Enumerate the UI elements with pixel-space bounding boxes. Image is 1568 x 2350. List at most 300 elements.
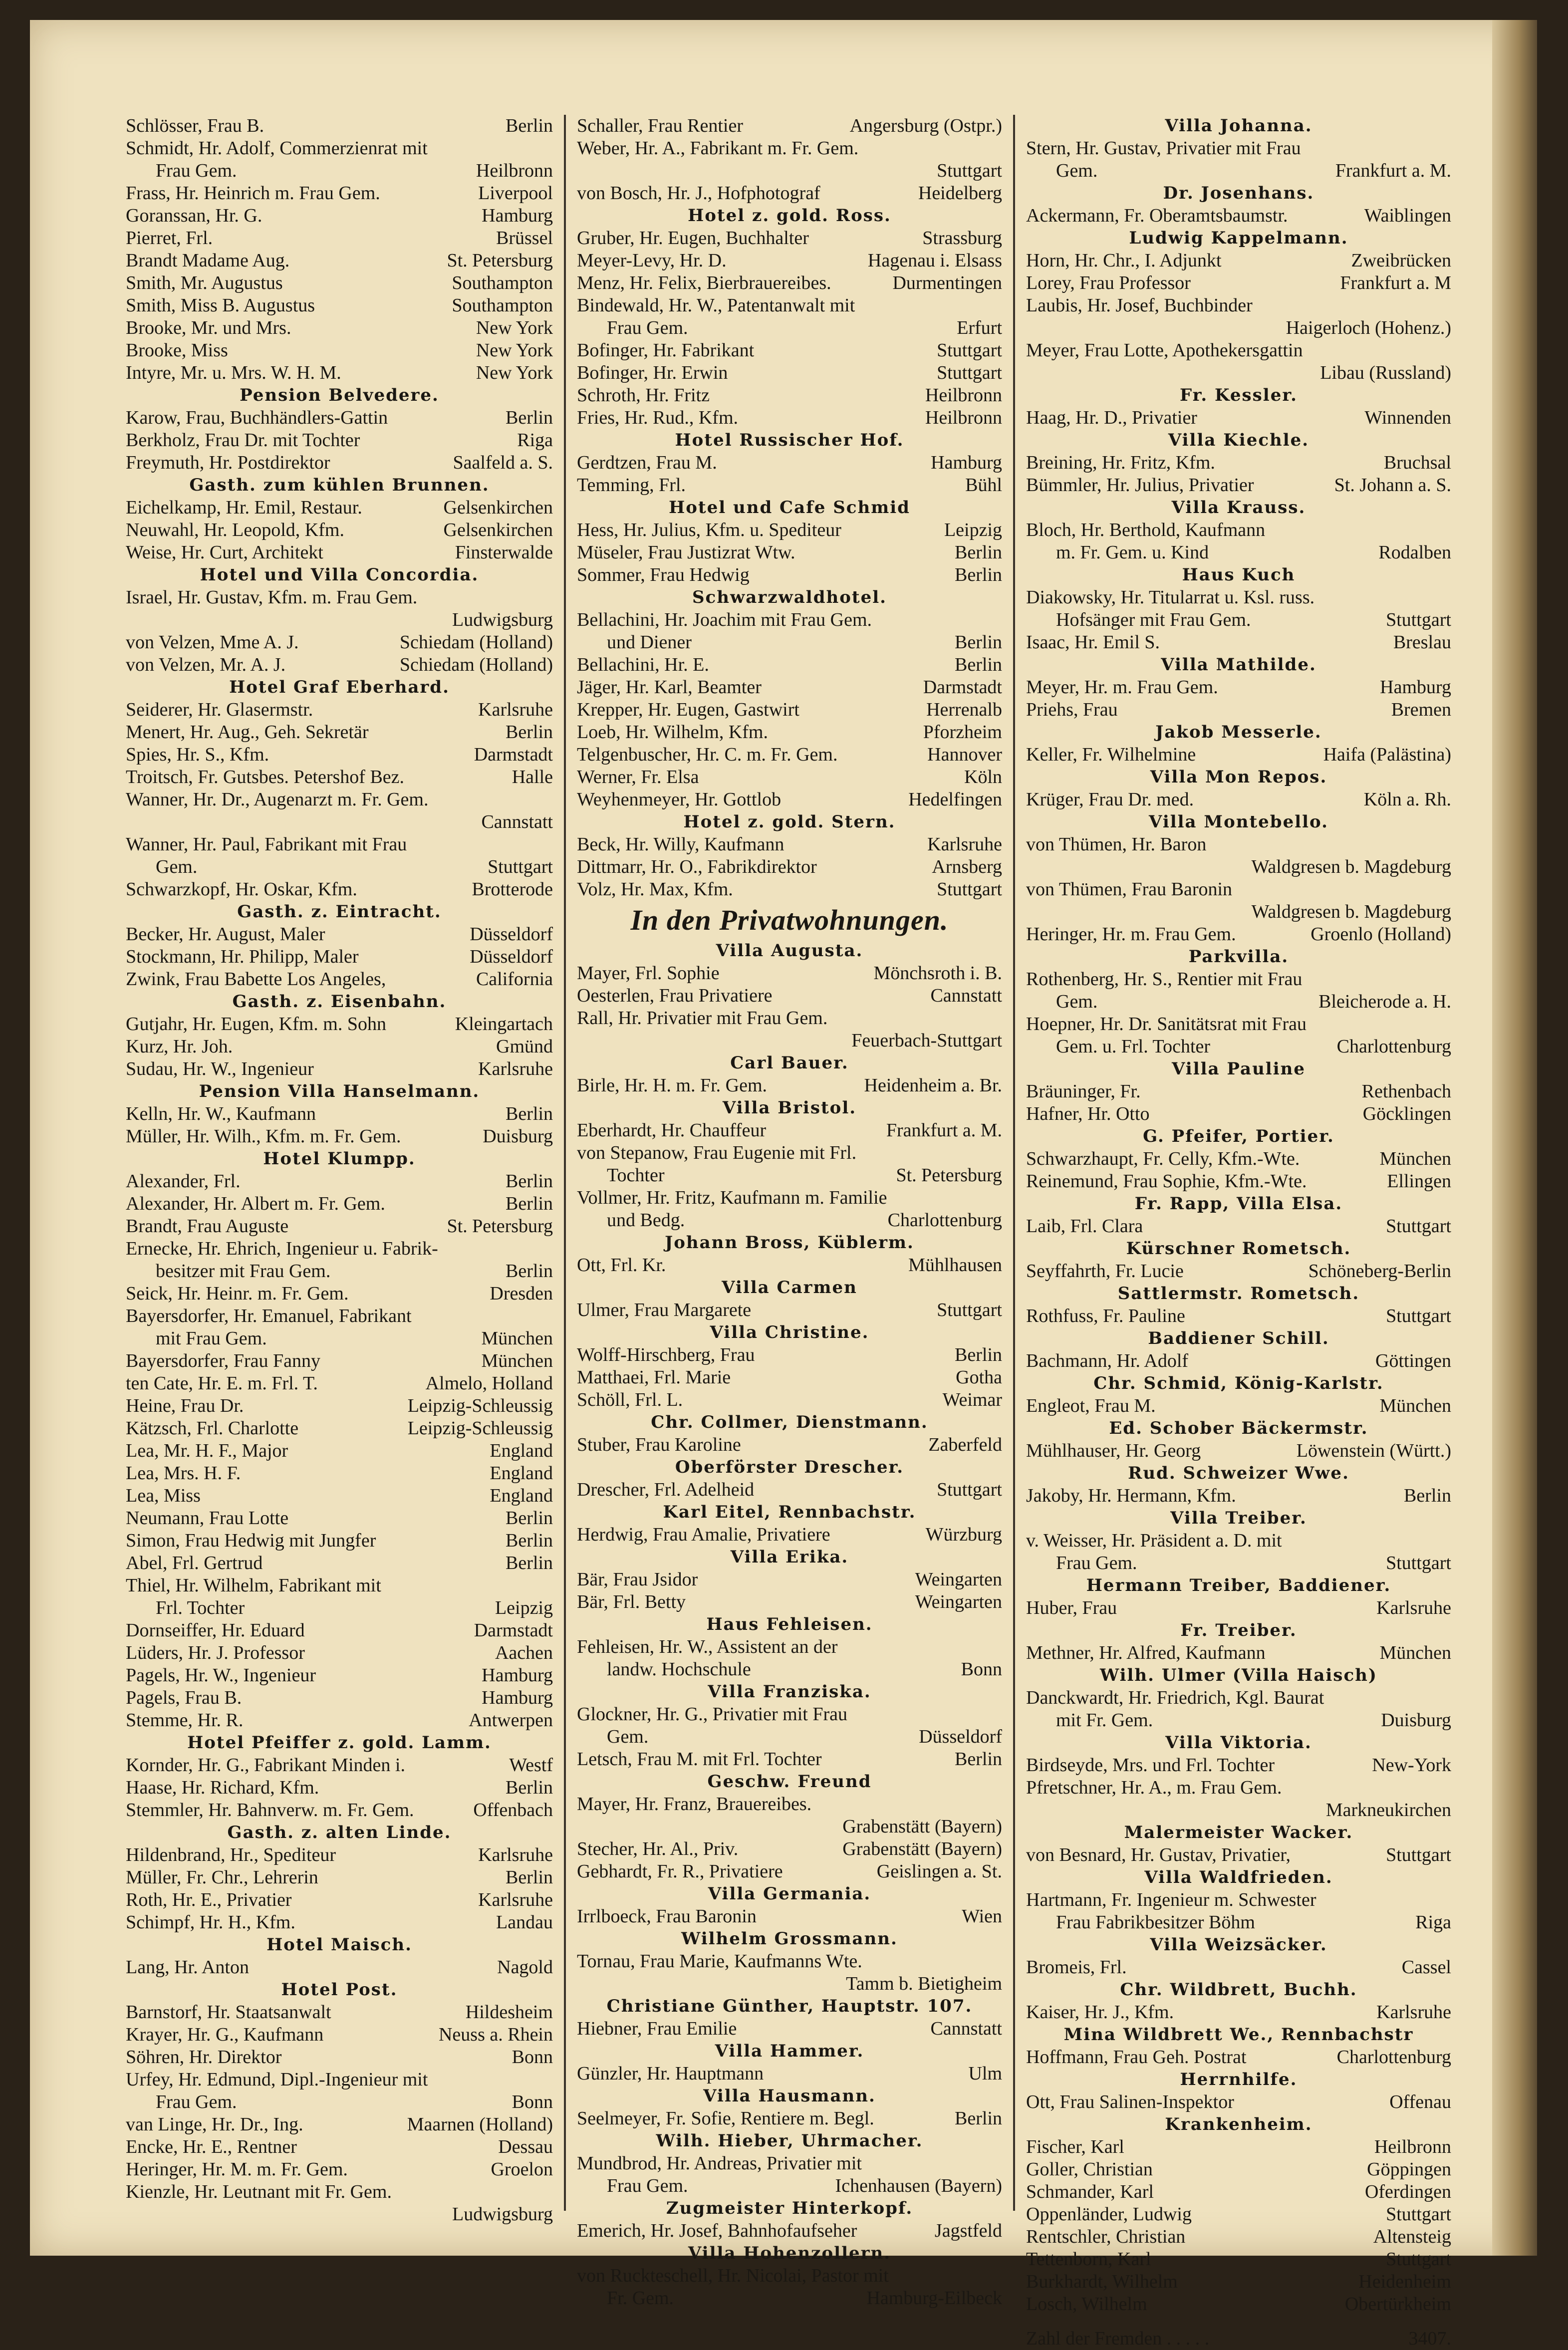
guest-name: Kelln, Hr. W., Kaufmann: [126, 1103, 316, 1124]
guest-name: Ott, Frau Salinen-Inspektor: [1026, 2091, 1234, 2112]
guest-entry: [577, 985, 1002, 1007]
lodging-heading: Chr. Collmer, Dienstmann.: [651, 1412, 928, 1432]
guest-origin: New York: [476, 317, 553, 338]
guest-origin: Berlin: [506, 722, 553, 743]
guest-origin: Weingarten: [915, 1591, 1002, 1612]
lodging-heading: Krankenheim.: [1165, 2114, 1312, 2134]
guest-entry: [126, 1350, 553, 1372]
guest-entry-line: Mundbrod, Hr. Andreas, Privatier mit: [577, 2153, 862, 2174]
lodging-heading: Chr. Schmid, König-Karlstr.: [1093, 1373, 1384, 1393]
guest-entry: [126, 2024, 553, 2046]
guest-entry: [577, 519, 1002, 541]
guest-name: Bofinger, Hr. Fabrikant: [577, 340, 755, 361]
guest-origin: Nagold: [497, 1957, 553, 1978]
lodging-heading: Villa Germania.: [708, 1884, 871, 1904]
guest-name: Letsch, Frau M. mit Frl. Tochter: [577, 1749, 822, 1770]
guest-name: Neuwahl, Hr. Leopold, Kfm.: [126, 520, 344, 540]
guest-origin: England: [490, 1463, 553, 1484]
guest-origin: Arnsberg: [932, 856, 1002, 877]
guest-entry: [126, 452, 553, 474]
guest-name: Hofsänger mit Frau Gem.: [1056, 609, 1251, 630]
guest-name: Bayersdorfer, Frau Fanny: [126, 1350, 320, 1371]
guest-name: Breining, Hr. Fritz, Kfm.: [1026, 452, 1215, 473]
guest-origin: Wien: [962, 1906, 1002, 1927]
lodging-heading: Herrnhilfe.: [1180, 2070, 1298, 2089]
guest-origin: Köln: [964, 767, 1002, 787]
guest-name: Schroth, Hr. Fritz: [577, 385, 710, 406]
guest-entry: [126, 766, 553, 788]
guest-origin: Stuttgart: [1386, 1844, 1451, 1865]
guest-origin: Schiedam (Holland): [399, 632, 553, 653]
guest-name: Gerdtzen, Frau M.: [577, 452, 717, 473]
guest-name: Stecher, Hr. Al., Priv.: [577, 1838, 739, 1859]
guest-entry: [126, 250, 553, 272]
lodging-heading: Baddiener Schill.: [1148, 1328, 1329, 1348]
guest-origin: Karlsruhe: [478, 1058, 553, 1079]
guest-origin: Neuss a. Rhein: [438, 2024, 553, 2045]
guest-origin: Obertürkheim: [1344, 2294, 1451, 2315]
guest-name: Hafner, Hr. Otto: [1026, 1103, 1150, 1124]
guest-origin-line: Waldgresen b. Magdeburg: [1251, 901, 1451, 922]
guest-entry: [577, 2107, 1002, 2130]
guest-name: Schmander, Karl: [1026, 2181, 1154, 2202]
guest-origin: Cannstatt: [930, 985, 1002, 1006]
lodging-heading: Wilh. Hieber, Uhrmacher.: [656, 2131, 923, 2151]
guest-origin: Pforzheim: [923, 722, 1002, 743]
guest-origin: Bremen: [1391, 699, 1451, 720]
guest-origin: Darmstadt: [474, 744, 553, 765]
guest-origin: Duisburg: [483, 1126, 553, 1147]
guest-entry: [126, 294, 553, 317]
guest-origin: Herrenalb: [926, 699, 1002, 720]
lodging-heading: Wilhelm Grossmann.: [681, 1929, 898, 1949]
guest-entry: [126, 1260, 553, 1283]
newspaper-page: [30, 20, 1537, 2349]
guest-name: Schlösser, Frau B.: [126, 115, 264, 136]
guest-name: Kaiser, Hr. J., Kfm.: [1026, 2002, 1174, 2023]
guest-origin: München: [1379, 1148, 1451, 1169]
guest-entry-line: Stern, Hr. Gustav, Privatier mit Frau: [1026, 138, 1301, 159]
guest-origin: Saalfeld a. S.: [453, 452, 553, 473]
guest-name: Krepper, Hr. Eugen, Gastwirt: [577, 699, 799, 720]
guest-entry: [126, 115, 553, 137]
lodging-heading: Hotel Klumpp.: [263, 1149, 416, 1169]
guest-entry: [577, 452, 1002, 474]
guest-name: Smith, Mr. Augustus: [126, 272, 283, 293]
guest-origin: Berlin: [955, 542, 1002, 563]
guest-name: Bräuninger, Fr.: [1026, 1081, 1141, 1102]
guest-name: Ackermann, Fr. Oberamtsbaumstr.: [1026, 205, 1288, 226]
guest-entry: [1026, 991, 1451, 1013]
guest-entry: [577, 1209, 1002, 1232]
lodging-heading: Jakob Messerle.: [1155, 722, 1322, 742]
guest-entry: [126, 1530, 553, 1552]
lodging-heading: Villa Franziska.: [708, 1682, 871, 1702]
guest-origin: Hamburg-Eilbeck: [866, 2288, 1002, 2309]
guest-entry: [1026, 272, 1451, 294]
guest-entry: [1026, 2226, 1451, 2248]
guest-name: Haag, Hr. D., Privatier: [1026, 407, 1197, 428]
guest-origin: Groelon: [491, 2159, 553, 2180]
lodging-heading: Christiane Günther, Hauptstr. 107.: [606, 1996, 973, 2016]
guest-entry: [577, 1074, 1002, 1097]
guest-origin: Hannover: [927, 744, 1002, 765]
guest-name: Smith, Miss B. Augustus: [126, 295, 315, 316]
guest-entry-line: Bindewald, Hr. W., Patentanwalt mit: [577, 295, 855, 316]
guest-origin: Zweibrücken: [1351, 250, 1451, 271]
guest-origin: Stuttgart: [1386, 2204, 1451, 2225]
guest-name: Schwarzhaupt, Fr. Celly, Kfm.-Wte.: [1026, 1148, 1300, 1169]
guest-origin: Heidenheim: [1358, 2271, 1451, 2292]
lodging-heading: Hotel Post.: [281, 1980, 398, 2000]
guest-name: von Velzen, Mme A. J.: [126, 632, 299, 653]
guest-origin: Rethenbach: [1361, 1081, 1451, 1102]
guest-origin: Heilbronn: [925, 385, 1002, 406]
guest-entry-line: Diakowsky, Hr. Titularrat u. Ksl. russ.: [1026, 587, 1315, 608]
guest-origin: Stuttgart: [1386, 609, 1451, 630]
guest-name: Schimpf, Hr. H., Kfm.: [126, 1912, 295, 1933]
guest-origin: Leipzig: [944, 520, 1002, 540]
guest-origin-line: Ludwigsburg: [452, 2204, 553, 2225]
guest-entry: [577, 1838, 1002, 1860]
guest-name: Barnstorf, Hr. Staatsanwalt: [126, 2002, 331, 2023]
guest-origin-line: Waldgresen b. Magdeburg: [1251, 856, 1451, 877]
guest-origin: Offenbach: [473, 1800, 553, 1821]
lodging-heading: G. Pfeifer, Portier.: [1143, 1126, 1334, 1146]
guest-entry: [126, 1215, 553, 1238]
guest-entry: [577, 1905, 1002, 1928]
guest-origin: Gelsenkirchen: [443, 497, 553, 518]
guest-entry-line: von Ruckteschell, Hr. Nicolai, Pastor mit: [577, 2265, 889, 2286]
lodging-heading: Haus Kuch: [1182, 565, 1296, 585]
guest-origin: Erfurt: [957, 317, 1002, 338]
lodging-heading: Dr. Josenhans.: [1163, 183, 1314, 203]
guest-entry-line: Pfretschner, Hr. A., m. Frau Gem.: [1026, 1777, 1282, 1798]
guest-entry: [1026, 1305, 1451, 1327]
guest-entry: [577, 1479, 1002, 1501]
guest-name: Menz, Hr. Felix, Bierbrauereibes.: [577, 272, 831, 293]
guest-name: Matthaei, Frl. Marie: [577, 1367, 731, 1388]
guest-origin: Oferdingen: [1364, 2181, 1451, 2202]
guest-name: Eberhardt, Hr. Chauffeur: [577, 1120, 767, 1141]
guest-name: Frass, Hr. Heinrich m. Frau Gem.: [126, 183, 380, 204]
guest-entry: [126, 160, 553, 182]
lodging-heading: Johann Bross, Küblerm.: [665, 1233, 914, 1253]
guest-origin: Hamburg: [931, 452, 1002, 473]
guest-origin: Southampton: [452, 272, 553, 293]
guest-name: Seick, Hr. Heinr. m. Fr. Gem.: [126, 1283, 349, 1304]
lodging-heading: Fr. Rapp, Villa Elsa.: [1134, 1194, 1343, 1214]
lodging-heading: Pension Belvedere.: [240, 385, 439, 405]
guest-origin: Riga: [1415, 1912, 1451, 1933]
guest-name: Dittmarr, Hr. O., Fabrikdirektor: [577, 856, 817, 877]
guest-entry: [577, 1568, 1002, 1591]
lodging-heading: Villa Pauline: [1172, 1059, 1306, 1079]
guest-entry: [1026, 1148, 1451, 1170]
guest-entry: [1026, 1260, 1451, 1283]
guest-name: Oesterlen, Frau Privatiere: [577, 985, 773, 1006]
guest-origin: Durmentingen: [892, 272, 1002, 293]
guest-name: Ulmer, Frau Margarete: [577, 1300, 752, 1320]
guest-entry: [126, 429, 553, 452]
guest-entry: [126, 1597, 553, 1619]
guest-origin: Charlottenburg: [887, 1210, 1002, 1231]
guest-name: Fischer, Karl: [1026, 2136, 1124, 2157]
guest-entry: [577, 766, 1002, 788]
guest-origin: Heilbronn: [476, 160, 553, 181]
guest-entry-line: von Thümen, Frau Baronin: [1026, 879, 1233, 900]
guest-name: Birdseyde, Mrs. und Frl. Tochter: [1026, 1755, 1275, 1776]
guest-origin: Karlsruhe: [1376, 2002, 1451, 2023]
guest-name: Gem.: [156, 856, 198, 877]
lodging-heading: Hotel Graf Eberhard.: [229, 677, 450, 697]
guest-name: Günzler, Hr. Hauptmann: [577, 2063, 764, 2084]
lodging-heading: Zugmeister Hinterkopf.: [666, 2198, 913, 2218]
guest-name: Dornseiffer, Hr. Eduard: [126, 1620, 305, 1641]
lodging-heading: Hotel Pfeiffer z. gold. Lamm.: [187, 1733, 492, 1753]
guest-entry: [1026, 1080, 1451, 1103]
guest-origin: Waiblingen: [1364, 205, 1451, 226]
guest-entry: [1026, 1709, 1451, 1732]
guest-entry: [126, 339, 553, 362]
guest-name: Encke, Hr. E., Rentner: [126, 2136, 297, 2157]
guest-entry: [1026, 2091, 1451, 2113]
guest-name: Herdwig, Frau Amalie, Privatiere: [577, 1524, 830, 1545]
guest-origin: Berlin: [506, 1553, 553, 1573]
guest-origin: Zaberfeld: [928, 1434, 1002, 1455]
guest-name: Methner, Hr. Alfred, Kaufmann: [1026, 1642, 1266, 1663]
guest-name: Hess, Hr. Julius, Kfm. u. Spediteur: [577, 520, 841, 540]
guest-entry: [126, 541, 553, 564]
lodging-heading: Geschw. Freund: [707, 1772, 872, 1792]
guest-name: von Bosch, Hr. J., Hofphotograf: [577, 183, 820, 204]
guest-name: Hildenbrand, Hr., Spediteur: [126, 1844, 336, 1865]
guest-entry: [126, 1036, 553, 1058]
guest-entry: [1026, 2181, 1451, 2203]
guest-origin: Westf: [509, 1755, 553, 1776]
guest-name: Priehs, Frau: [1026, 699, 1118, 720]
guest-origin: Stuttgart: [937, 1300, 1002, 1320]
guest-name: Frau Gem.: [607, 2175, 688, 2196]
lodging-heading: Hotel Maisch.: [266, 1935, 412, 1955]
guest-origin: Frankfurt a. M: [1340, 272, 1451, 293]
guest-origin: Geislingen a. St.: [876, 1861, 1002, 1882]
guest-origin: Duisburg: [1381, 1710, 1451, 1731]
guest-origin: Karlsruhe: [927, 834, 1002, 855]
guest-origin: Darmstadt: [474, 1620, 553, 1641]
guest-origin: Aachen: [495, 1642, 553, 1663]
guest-entry: [126, 1687, 553, 1709]
guest-origin: Charlottenburg: [1336, 2047, 1451, 2068]
guest-origin: Düsseldorf: [470, 924, 553, 945]
guest-origin: Göppingen: [1367, 2159, 1451, 2180]
guest-entry: [1026, 1754, 1451, 1777]
guest-entry: [126, 1170, 553, 1193]
guest-name: Meyer, Hr. m. Frau Gem.: [1026, 677, 1218, 698]
guest-name: m. Fr. Gem. u. Kind: [1056, 542, 1209, 563]
guest-name: Neumann, Frau Lotte: [126, 1508, 289, 1529]
guest-origin: Göcklingen: [1362, 1103, 1451, 1124]
guest-name: Tettenborn, Karl: [1026, 2249, 1151, 2270]
guest-name: Becker, Hr. August, Maler: [126, 924, 325, 945]
guest-name: Frau Fabrikbesitzer Böhm: [1056, 1912, 1255, 1933]
guest-entry-line: Kienzle, Hr. Leutnant mit Fr. Gem.: [126, 2181, 392, 2202]
guest-entry: [126, 1642, 553, 1664]
guest-origin: Stuttgart: [937, 1479, 1002, 1500]
guest-name: Stuber, Frau Karoline: [577, 1434, 741, 1455]
guest-name: Horn, Hr. Chr., I. Adjunkt: [1026, 250, 1222, 271]
lodging-heading: Villa Hammer.: [715, 2041, 864, 2061]
lodging-heading: Villa Waldfrieden.: [1144, 1867, 1333, 1887]
guest-entry: [126, 654, 553, 676]
guest-entry: [1026, 699, 1451, 721]
guest-origin: Antwerpen: [469, 1710, 553, 1731]
guest-entry: [1026, 160, 1451, 182]
guest-entry: [1026, 452, 1451, 474]
guest-origin: Mühlhausen: [908, 1255, 1002, 1276]
guest-name: Karow, Frau, Buchhändlers-Gattin: [126, 407, 388, 428]
guest-entry: [126, 2001, 553, 2024]
guest-entry: [1026, 1844, 1451, 1866]
guest-origin: Berlin: [506, 1508, 553, 1529]
guest-name: Beck, Hr. Willy, Kaufmann: [577, 834, 784, 855]
guest-origin: München: [481, 1350, 553, 1371]
lodging-heading: Villa Erika.: [730, 1547, 849, 1567]
guest-name: Seelmeyer, Fr. Sofie, Rentiere m. Begl.: [577, 2108, 874, 2129]
guest-origin: Groenlo (Holland): [1310, 924, 1451, 945]
guest-entry: [577, 833, 1002, 856]
guest-origin: Bleicherode a. H.: [1318, 991, 1451, 1012]
guest-origin: Stuttgart: [488, 856, 553, 877]
guest-name: Sudau, Hr. W., Ingenieur: [126, 1058, 314, 1079]
guest-name: Kornder, Hr. G., Fabrikant Minden i.: [126, 1755, 405, 1776]
guest-entry-line: Ernecke, Hr. Ehrich, Ingenieur u. Fabrik-: [126, 1238, 438, 1259]
guest-name: Bümmler, Hr. Julius, Privatier: [1026, 475, 1254, 496]
guest-entry: [126, 1507, 553, 1530]
lodging-heading: Villa Montebello.: [1149, 812, 1328, 832]
guest-entry: [577, 384, 1002, 407]
guest-entry: [577, 1591, 1002, 1613]
guest-entry: [577, 962, 1002, 985]
guest-name: Irrlboeck, Frau Baronin: [577, 1906, 757, 1927]
guest-origin: Stuttgart: [937, 362, 1002, 383]
lodging-heading: Villa Treiber.: [1170, 1508, 1307, 1528]
lodging-heading: Gasth. zum kühlen Brunnen.: [189, 475, 490, 495]
guest-entry-line: von Thümen, Hr. Baron: [1026, 834, 1207, 855]
guest-name: Jakoby, Hr. Hermann, Kfm.: [1026, 1485, 1236, 1506]
guest-entry: [1026, 744, 1451, 766]
guest-entry: [126, 1283, 553, 1305]
guest-origin: Finsterwalde: [455, 542, 553, 563]
guest-origin: Berlin: [506, 1530, 553, 1551]
guest-name: Losch, Wilhelm: [1026, 2294, 1147, 2315]
guest-entry: [577, 2063, 1002, 2085]
guest-entry: [126, 362, 553, 384]
guest-entry: [1026, 1350, 1451, 1372]
lodging-heading: Villa Viktoria.: [1165, 1733, 1312, 1753]
guest-name: Intyre, Mr. u. Mrs. W. H. M.: [126, 362, 341, 383]
guest-origin: Leipzig-Schleussig: [407, 1395, 553, 1416]
guest-entry: [1026, 609, 1451, 631]
guest-name: Kurz, Hr. Joh.: [126, 1036, 233, 1057]
guest-origin: Berlin: [506, 1867, 553, 1888]
guest-name: Gem.: [607, 1726, 649, 1747]
guest-name: Weise, Hr. Curt, Architekt: [126, 542, 323, 563]
guest-entry: [577, 407, 1002, 429]
guest-entry-line: v. Weisser, Hr. Präsident a. D. mit: [1026, 1530, 1282, 1551]
guest-origin: München: [1379, 1642, 1451, 1663]
guest-name: Simon, Frau Hedwig mit Jungfer: [126, 1530, 376, 1551]
lodging-heading: Villa Hohenzollern.: [688, 2243, 891, 2263]
guest-entry: [577, 541, 1002, 564]
guest-name: Roth, Hr. E., Privatier: [126, 1889, 292, 1910]
guest-entry: [126, 1125, 553, 1148]
guest-name: von Besnard, Hr. Gustav, Privatier,: [1026, 1844, 1291, 1865]
guest-entry-line: Wanner, Hr. Paul, Fabrikant mit Frau: [126, 834, 407, 855]
lodging-heading: Wilh. Ulmer (Villa Haisch): [1100, 1665, 1377, 1685]
guest-origin: St. Johann a. S.: [1334, 475, 1451, 496]
guest-origin: Berlin: [955, 1749, 1002, 1770]
guest-origin: Düsseldorf: [470, 946, 553, 967]
guest-name: Bromeis, Frl.: [1026, 1957, 1127, 1978]
guest-entry: [577, 1254, 1002, 1277]
guest-name: Alexander, Hr. Albert m. Fr. Gem.: [126, 1193, 385, 1214]
guest-origin: Bruchsal: [1383, 452, 1451, 473]
guest-origin: Gotha: [956, 1367, 1002, 1388]
guest-origin: Heidenheim a. Br.: [864, 1075, 1002, 1096]
guest-origin: Weimar: [942, 1389, 1002, 1410]
guest-entry: [1026, 1103, 1451, 1125]
guest-name: Loeb, Hr. Wilhelm, Kfm.: [577, 722, 768, 743]
guest-name: Mühlhauser, Hr. Georg: [1026, 1440, 1201, 1461]
guest-origin: Breslau: [1393, 632, 1451, 653]
guest-entry: [577, 1524, 1002, 1546]
guest-entry: [1026, 2271, 1451, 2293]
guest-entry: [1026, 788, 1451, 811]
guest-entry: [577, 744, 1002, 766]
guest-origin: Hamburg: [482, 1687, 553, 1708]
guest-origin: Dresden: [490, 1283, 553, 1304]
guest-origin: Hildesheim: [465, 2002, 553, 2023]
guest-entry: [577, 250, 1002, 272]
guest-origin: St. Petersburg: [896, 1165, 1002, 1186]
guest-name: Telgenbuscher, Hr. C. m. Fr. Gem.: [577, 744, 838, 765]
guest-entry: [126, 182, 553, 205]
guest-name: Gruber, Hr. Eugen, Buchhalter: [577, 228, 809, 249]
guest-name: Meyer-Levy, Hr. D.: [577, 250, 727, 271]
guest-entry: [126, 1664, 553, 1687]
guest-entry: [1026, 1956, 1451, 1979]
guest-entry: [126, 407, 553, 429]
guest-origin: Stuttgart: [1386, 2249, 1451, 2270]
guest-entry: [126, 2046, 553, 2069]
guest-entry: [1026, 1395, 1451, 1417]
guest-entry: [1026, 2136, 1451, 2158]
guest-name: Temming, Frl.: [577, 475, 686, 496]
guest-origin: Southampton: [452, 295, 553, 316]
lodging-heading: Rud. Schweizer Wwe.: [1128, 1463, 1349, 1483]
guest-entry: [577, 1748, 1002, 1771]
guest-name: Gutjahr, Hr. Eugen, Kfm. m. Sohn: [126, 1014, 386, 1035]
lodging-heading: Villa Hausmann.: [703, 2086, 876, 2106]
guest-name: Frau Gem.: [1056, 1553, 1137, 1573]
lodging-heading: Chr. Wildbrett, Buchh.: [1120, 1980, 1357, 2000]
guest-origin: Weingarten: [915, 1569, 1002, 1590]
guest-entry: [577, 2175, 1002, 2197]
guest-origin: Hamburg: [482, 205, 553, 226]
guest-entry: [126, 1103, 553, 1125]
guest-name: Schaller, Frau Rentier: [577, 115, 743, 136]
